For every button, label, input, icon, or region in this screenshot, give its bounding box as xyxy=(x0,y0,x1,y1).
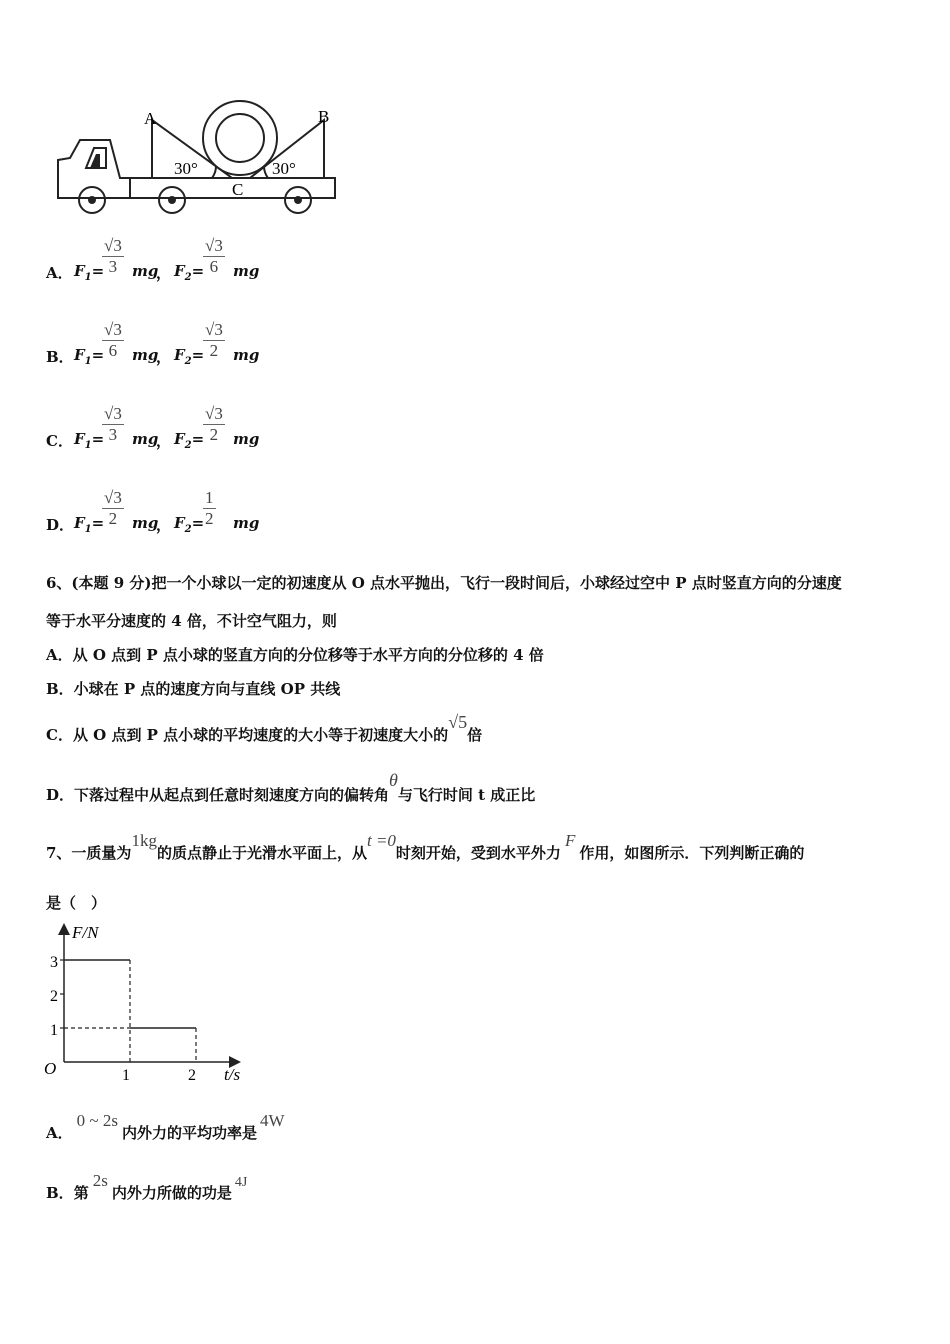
separator: ， xyxy=(156,516,172,534)
q7-stem-part2: 的质点静止于光滑水平面上，从 xyxy=(156,844,367,862)
f1-unit: mg xyxy=(132,514,159,532)
force-time-graph xyxy=(40,920,260,1090)
f1-denominator: 2 xyxy=(108,509,118,528)
q7-option-b-letter: B． xyxy=(46,1184,74,1202)
f1-fraction xyxy=(102,320,124,361)
q6-stem-line1: 6、(本题 9 分)把一个小球以一定的初速度从 O 点水平抛出，飞行一段时间后，小球经过空中 P 点时竖直方向的分速度 xyxy=(46,574,842,592)
f1-numerator: √3 xyxy=(104,404,122,423)
option-letter: D． xyxy=(46,516,75,534)
f1-unit: mg xyxy=(132,346,159,364)
q6-option-c-math: √5 xyxy=(448,712,468,732)
q6-option-b: B．小球在 P 点的速度方向与直线 OP 共线 xyxy=(46,680,341,698)
q7-stem-part3: 时刻开始，受到水平外力 xyxy=(395,844,561,862)
f1-unit: mg xyxy=(132,262,159,280)
q6-option-a: A．从 O 点到 P 点小球的竖直方向的分位移等于水平方向的分位移的 4 倍 xyxy=(46,646,544,664)
f2-fraction xyxy=(203,488,216,529)
q7-stem-part4: 作用，如图所示．下列判断正确的 xyxy=(579,844,805,862)
f2-unit: mg xyxy=(233,262,260,280)
cylinder-inner xyxy=(216,114,264,162)
f1-fraction xyxy=(102,404,124,445)
origin-label: O xyxy=(44,1059,57,1078)
f2-symbol: $F_2=$ xyxy=(174,430,205,451)
f1-symbol: $F_1=$ xyxy=(74,514,105,535)
f2-numerator: √3 xyxy=(205,320,223,339)
f1-numerator: √3 xyxy=(104,236,122,255)
f1-denominator: 6 xyxy=(108,341,118,360)
option-letter: A． xyxy=(46,264,73,282)
f1-denominator: 3 xyxy=(108,425,118,444)
q6-option-d xyxy=(46,770,536,805)
f2-denominator: 6 xyxy=(209,257,219,276)
angle-right: 30° xyxy=(272,159,296,178)
f2-fraction xyxy=(203,320,225,361)
q6-option-c-suffix: 倍 xyxy=(467,726,483,744)
f2-numerator: √3 xyxy=(205,236,223,255)
f1-numerator: √3 xyxy=(104,488,122,507)
q7-option-a-letter: A． xyxy=(46,1124,73,1142)
label-b: B xyxy=(318,107,330,126)
f2-numerator: 1 xyxy=(205,488,214,507)
q7-stem-line2: 是（ ） xyxy=(46,894,107,912)
angle-left: 30° xyxy=(174,159,198,178)
q6-option-d-math: θ xyxy=(389,770,398,790)
f2-symbol: $F_2=$ xyxy=(174,262,205,283)
f2-denominator: 2 xyxy=(209,425,219,444)
cylinder-outer xyxy=(203,101,277,175)
x-tick-2: 2 xyxy=(188,1067,196,1084)
q6-option-d-suffix: 与飞行时间 t 成正比 xyxy=(397,786,536,804)
q7-option-a xyxy=(46,1111,285,1143)
f2-denominator: 2 xyxy=(209,341,219,360)
q7-t0: t =0 xyxy=(366,831,396,850)
q7-option-a-math1: 0 ~ 2s xyxy=(76,1111,118,1130)
q7-option-a-text: 内外力的平均功率是 xyxy=(121,1124,257,1142)
x-axis-label: t/s xyxy=(224,1065,241,1084)
separator: ， xyxy=(156,432,172,450)
option-letter: C． xyxy=(46,432,73,450)
label-c: C xyxy=(232,180,244,199)
f1-fraction xyxy=(102,488,124,529)
label-a: A xyxy=(144,109,157,128)
q7-option-a-math2: 4W xyxy=(259,1111,285,1130)
y-axis-label: F/N xyxy=(72,923,99,942)
f1-symbol: $F_1=$ xyxy=(74,430,105,451)
f1-fraction xyxy=(102,236,124,277)
f2-symbol: $F_2=$ xyxy=(174,514,205,535)
f2-numerator: √3 xyxy=(205,404,223,423)
f1-numerator: √3 xyxy=(104,320,122,339)
f1-denominator: 3 xyxy=(108,257,118,276)
option-letter: B． xyxy=(46,348,74,366)
separator: ， xyxy=(156,348,172,366)
q7-option-b-pre: 第 xyxy=(73,1184,89,1202)
q7-option-b-math1: 2s xyxy=(92,1171,108,1190)
q7-force: F xyxy=(564,831,576,850)
y-tick-2: 2 xyxy=(50,988,58,1005)
f2-denominator: 2 xyxy=(205,509,214,528)
q6-option-c xyxy=(46,712,483,745)
q7-stem-line1 xyxy=(46,831,805,863)
f2-unit: mg xyxy=(233,346,260,364)
y-tick-1: 1 xyxy=(50,1022,58,1039)
q7-option-b-math2: 4J xyxy=(234,1175,248,1190)
f2-unit: mg xyxy=(233,514,260,532)
f2-fraction xyxy=(203,404,225,445)
q6-option-c-text: C．从 O 点到 P 点小球的平均速度的大小等于初速度大小的 xyxy=(46,726,449,744)
f2-fraction xyxy=(203,236,225,277)
q7-mass: 1kg xyxy=(131,831,157,850)
q6-stem-line2: 等于水平分速度的 4 倍，不计空气阻力，则 xyxy=(46,612,337,630)
f1-symbol: $F_1=$ xyxy=(74,262,105,283)
y-tick-3: 3 xyxy=(50,954,58,971)
separator: ， xyxy=(156,264,172,282)
f2-symbol: $F_2=$ xyxy=(174,346,205,367)
q7-stem-part1: 7、一质量为 xyxy=(46,844,132,862)
x-tick-1: 1 xyxy=(122,1067,130,1084)
f1-symbol: $F_1=$ xyxy=(74,346,105,367)
truck-figure xyxy=(50,98,342,218)
q7-option-b xyxy=(46,1171,248,1203)
q6-option-d-text: D．下落过程中从起点到任意时刻速度方向的偏转角 xyxy=(46,786,390,804)
f2-unit: mg xyxy=(233,430,260,448)
q7-option-b-text: 内外力所做的功是 xyxy=(111,1184,232,1202)
f1-unit: mg xyxy=(132,430,159,448)
